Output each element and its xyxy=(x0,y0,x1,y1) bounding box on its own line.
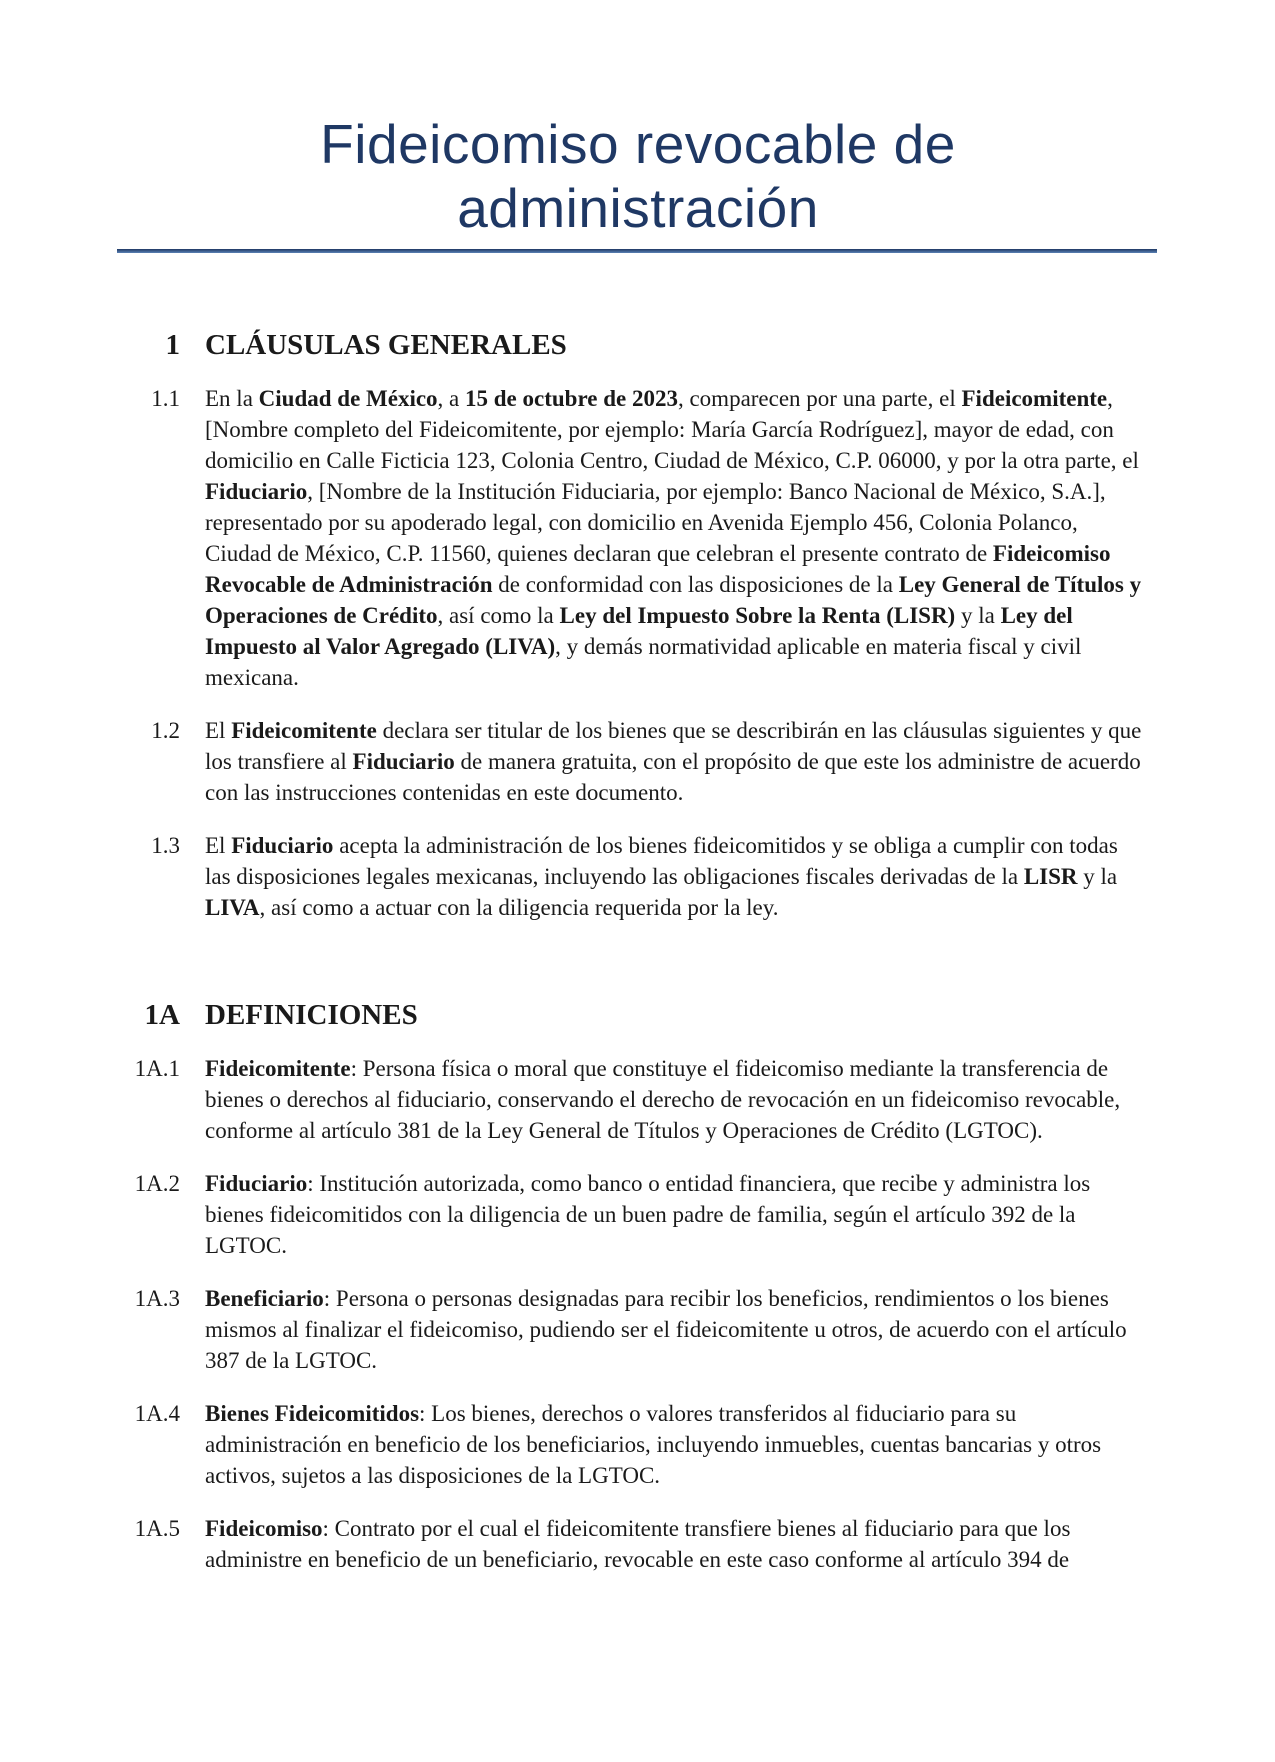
clause-item xyxy=(133,1283,1143,1376)
bold-run: LISR xyxy=(1023,864,1078,889)
bold-run: Bienes Fideicomitidos xyxy=(205,1401,420,1426)
clause-item xyxy=(133,715,1143,808)
text-run: , y demás normatividad aplicable en materia fiscal y civil mexicana. xyxy=(205,634,1082,690)
bold-run: Ley del Impuesto al Valor Agregado (LIVA) xyxy=(205,603,1073,659)
clause-number: 1.2 xyxy=(151,718,180,743)
clause-text xyxy=(205,833,1118,920)
bold-run: Ley del Impuesto Sobre la Renta (LISR) xyxy=(559,603,956,628)
bold-run: Fiduciario xyxy=(231,833,334,858)
clause-number: 1A.5 xyxy=(134,1516,180,1541)
section-heading-text: CLÁUSULAS GENERALES xyxy=(205,329,567,361)
clause-text xyxy=(205,1171,1090,1258)
bold-run: LIVA xyxy=(205,895,260,920)
text-run: , así como la xyxy=(437,603,560,628)
clause-item xyxy=(133,1513,1143,1575)
bold-run: Fiduciario xyxy=(352,749,455,774)
clause-text xyxy=(205,1286,1127,1373)
clause-item xyxy=(133,830,1143,923)
clause-text xyxy=(205,386,1141,690)
text-run: , a xyxy=(437,386,466,411)
bold-run: Fideicomitente xyxy=(205,1056,351,1081)
text-run: y la xyxy=(955,603,1001,628)
text-run: El xyxy=(205,718,232,743)
title-rule xyxy=(117,249,1157,253)
clause-number: 1.3 xyxy=(151,833,180,858)
clause-number: 1.1 xyxy=(151,386,180,411)
text-run: : Persona o personas designadas para recibir los beneficios, rendimientos o los bienes mismos al finalizar el fideicomiso, pudiendo ser el fideicomitente u otros, de acuerdo con el artículo 387 de la LGTOC. xyxy=(205,1286,1127,1373)
clause-text xyxy=(205,1056,1120,1143)
text-run: : Persona física o moral que constituye el fideicomiso mediante la transferencia de bienes o derechos al fiduciario, conservando el derecho de revocación en un fideicomiso revocable, conforme al artículo 381 de la Ley General de Títulos y Operaciones de Crédito (LGTOC). xyxy=(205,1056,1121,1143)
clause-text xyxy=(205,1401,1101,1488)
text-run: y la xyxy=(1077,864,1118,889)
document-body xyxy=(133,327,1143,1575)
bold-run: Beneficiario xyxy=(205,1286,324,1311)
text-run: de manera gratuita, con el propósito de que este los administre de acuerdo con las instrucciones contenidas en este documento. xyxy=(205,749,1141,805)
section-heading xyxy=(133,997,1143,1033)
document-title: Fideicomiso revocable de administración xyxy=(320,113,956,239)
bold-run: Fideicomitente xyxy=(961,386,1108,411)
clause-item xyxy=(133,1053,1143,1146)
bold-run: 15 de octubre de 2023 xyxy=(465,386,678,411)
section-heading-text: DEFINICIONES xyxy=(205,999,418,1031)
section-number: 1A xyxy=(144,999,180,1031)
text-run: , comparecen por una parte, el xyxy=(677,386,962,411)
text-run: El xyxy=(205,833,232,858)
bold-run: Ciudad de México xyxy=(258,386,438,411)
text-run: : Institución autorizada, como banco o entidad financiera, que recibe y administra los bienes fideicomitidos con la diligencia de un buen padre de familia, según el artículo 392 de la LGTOC. xyxy=(205,1171,1091,1258)
document-page xyxy=(133,112,1143,1575)
bold-run: Fiduciario xyxy=(205,1171,308,1196)
clause-number: 1A.2 xyxy=(134,1171,180,1196)
text-run: de conformidad con las disposiciones de la xyxy=(492,572,899,597)
text-run: , [Nombre de la Institución Fiduciaria, por ejemplo: Banco Nacional de México, S.A.], representado por su apoderado legal, con domicilio en Avenida Ejemplo 456, Colonia Polanco, Ciudad de México, C.P. 11560, quienes declaran que celebran el presente contrato de xyxy=(205,479,1106,566)
bold-run: Fiduciario xyxy=(205,479,308,504)
text-run: : Los bienes, derechos o valores transferidos al fiduciario para su administración en beneficio de los beneficiarios, incluyendo inmuebles, cuentas bancarias y otros activos, sujetos a las disposiciones de la LGTOC. xyxy=(205,1401,1102,1488)
bold-run: Ley General de Títulos y Operaciones de Crédito xyxy=(205,572,1142,628)
text-run: En la xyxy=(205,386,259,411)
clause-text xyxy=(205,718,1141,805)
clause-number: 1A.1 xyxy=(134,1056,180,1081)
clause-item xyxy=(133,1168,1143,1261)
text-run: acepta la administración de los bienes fideicomitidos y se obliga a cumplir con todas las disposiciones legales mexicanas, incluyendo las obligaciones fiscales derivadas de la xyxy=(205,833,1118,889)
section-heading xyxy=(133,327,1143,363)
clause-text xyxy=(205,1516,1070,1572)
text-run: : Contrato por el cual el fideicomitente transfiere bienes al fiduciario para que los administre en beneficio de un beneficiario, revocable en este caso conforme al artículo 394 de xyxy=(205,1516,1071,1572)
clause-number: 1A.3 xyxy=(134,1286,180,1311)
bold-run: Fideicomiso xyxy=(205,1516,323,1541)
clause-number: 1A.4 xyxy=(134,1401,180,1426)
text-run: declara ser titular de los bienes que se describirán en las cláusulas siguientes y que los transfiere al xyxy=(205,718,1142,774)
bold-run: Fideicomitente xyxy=(231,718,377,743)
section-number: 1 xyxy=(165,329,180,361)
clause-item xyxy=(133,383,1143,693)
bold-run: Fideicomiso Revocable de Administración xyxy=(205,541,1111,597)
text-run: , así como a actuar con la diligencia requerida por la ley. xyxy=(259,895,779,920)
text-run: , [Nombre completo del Fideicomitente, por ejemplo: María García Rodríguez], mayor de edad, con domicilio en Calle Ficticia 123, Colonia Centro, Ciudad de México, C.P. 06000, y por la otra parte, el xyxy=(205,386,1139,473)
clause-item xyxy=(133,1398,1143,1491)
